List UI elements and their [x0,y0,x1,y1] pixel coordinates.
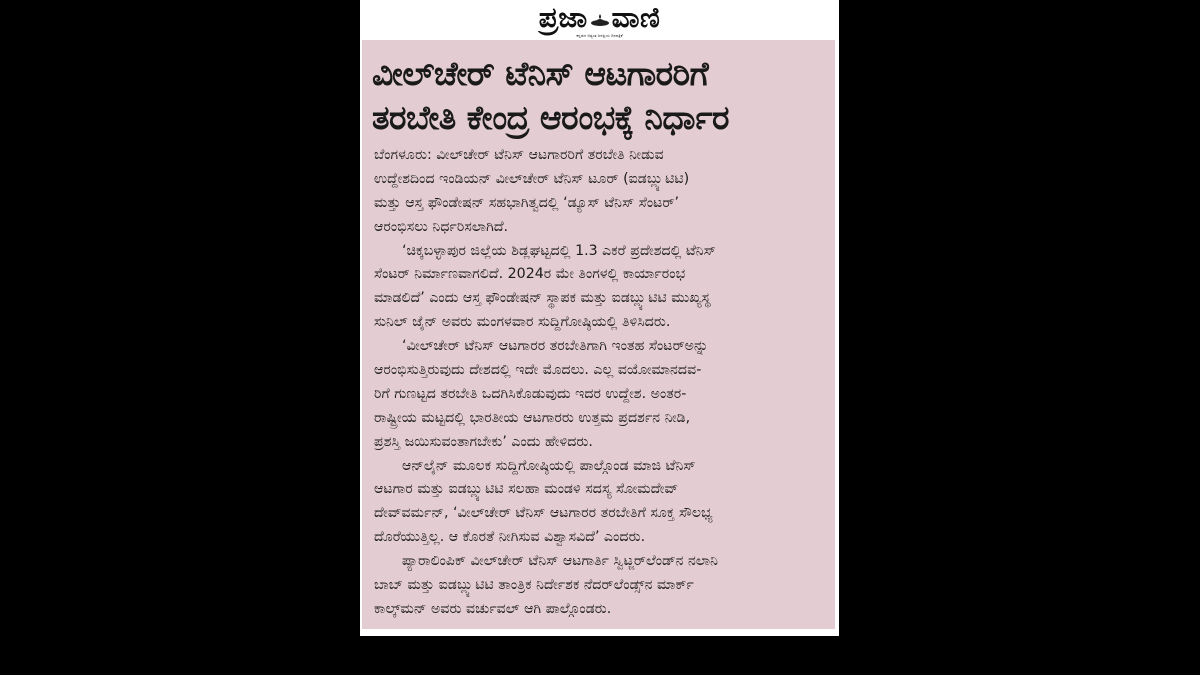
article-text-line: ಆನ್‌ಲೈನ್ ಮೂಲಕ ಸುದ್ದಿಗೋಷ್ಠಿಯಲ್ಲಿ ಪಾಲ್ಗೊಂಡ ಮಾಜಿ ಟೆನಿಸ್ [402,457,696,474]
logo-part-2: ವಾಣಿ [611,1,661,34]
article-text-line: ಕಾಲ್ಕ್‌ಮನ್ ಅವರು ವರ್ಚುವಲ್ ಆಗಿ ಪಾಲ್ಗೊಂಡರು. [374,600,612,617]
masthead-tagline: ಕನ್ನಡದ ಅತ್ಯಂತ ಜನಪ್ರಿಯ ದಿನಪತ್ರಿಕೆ [576,33,623,38]
article-headline [372,52,827,140]
article-text-line: ಪ್ರಶಸ್ತಿ ಜಯಿಸುವಂತಾಗಬೇಕು’ ಎಂದು ಹೇಳಿದರು. [374,433,593,450]
lamp-icon [590,13,610,27]
article-text-line: ಮತ್ತು ಆಸ್ತ ಫೌಂಡೇಷನ್ ಸಹಭಾಗಿತ್ವದಲ್ಲಿ ‘ಡ್ಯೂಸ್ ಟೆನಿಸ್ ಸೆಂಟರ್’ [374,194,679,211]
headline-line: ವೀಲ್‌ಚೇರ್ ಟೆನಿಸ್ ಆಟಗಾರರಿಗೆ [372,54,709,93]
article-text-line: ಆರಂಭಿಸುತ್ತಿರುವುದು ದೇಶದಲ್ಲಿ ಇದೇ ಮೊದಲು. ಎಲ್ಲ ವಯೋಮಾನದವ- [374,362,702,379]
article-text-line: ದೊರೆಯುತ್ತಿಲ್ಲ. ಆ ಕೊರತೆ ನೀಗಿಸುವ ವಿಶ್ವಾಸವಿದೆ’ ಎಂದರು. [374,529,646,546]
article-text-line: ‘ಚಿಕ್ಕಬಳ್ಳಾಪುರ ಜಿಲ್ಲೆಯ ಶಿಡ್ಲಘಟ್ಟದಲ್ಲಿ 1.3 ಎಕರೆ ಪ್ರದೇಶದಲ್ಲಿ ಟೆನಿಸ್ [402,242,716,259]
article-text-line: ರಾಷ್ಟ್ರೀಯ ಮಟ್ಟದಲ್ಲಿ ಭಾರತೀಯ ಆಟಗಾರರು ಉತ್ತಮ ಪ್ರದರ್ಶನ ನೀಡಿ, [374,409,691,426]
news-article [362,40,835,629]
article-text-line: ರಿಗೆ ಗುಣಟ್ಟದ ತರಬೇತಿ ಒದಗಿಸಿಕೊಡುವುದು ಇದರ ಉದ್ದೇಶ. ಅಂತರ- [374,385,687,402]
article-text-line: ಆರಂಭಿಸಲು ನಿರ್ಧರಿಸಲಾಗಿದೆ. [374,218,509,235]
article-text-line: ಆಟಗಾರ ಮತ್ತು ಐಡಬ್ಲ್ಯುಟಿಟಿ ಸಲಹಾ ಮಂಡಳಿ ಸದಸ್ಯ ಸೋಮದೇವ್ [374,481,679,498]
logo-part-1: ಪ್ರಜಾ [538,1,588,34]
newspaper-logo [360,0,839,36]
article-text-line: ಬಾಬ್ ಮತ್ತು ಐಡಬ್ಲ್ಯುಟಿಟಿ ತಾಂತ್ರಿಕ ನಿರ್ದೇಶಕ ನೆದರ್‌ಲೆಂಡ್ಸ್‌ನ ಮಾರ್ಕ್ [374,577,694,594]
headline-line: ತರಬೇತಿ ಕೇಂದ್ರ ಆರಂಭಕ್ಕೆ ನಿರ್ಧಾರ [372,98,729,137]
article-text-line: ಸುನಿಲ್ ಜೈನ್ ಅವರು ಮಂಗಳವಾರ ಸುದ್ದಿಗೋಷ್ಠಿಯಲ್ಲಿ ತಿಳಿಸಿದರು. [374,314,671,331]
newspaper-clipping [360,0,839,636]
masthead [360,0,839,40]
article-text-line: ದೇವ್‌ವರ್ಮನ್, ‘ವೀಲ್‌ಚೇರ್ ಟೆನಿಸ್ ಆಟಗಾರರ ತರಬೇತಿಗೆ ಸೂಕ್ತ ಸೌಲಭ್ಯ [374,505,713,522]
article-text-line: ಬೆಂಗಳೂರು: ವೀಲ್‌ಚೇರ್ ಟೆನಿಸ್ ಆಟಗಾರರಿಗೆ ತರಬೇತಿ ನೀಡುವ [374,147,664,163]
article-text-line: ಸೆಂಟರ್ ನಿರ್ಮಾಣವಾಗಲಿದೆ. 2024ರ ಮೇ ತಿಂಗಳಲ್ಲಿ ಕಾರ್ಯಾರಂಭ [374,266,686,283]
article-text-line: ಪ್ಯಾರಾಲಿಂಪಿಕ್ ವೀಲ್‌ಚೇರ್ ಟೆನಿಸ್ ಆಟಗಾರ್ತಿ ಸ್ವಿಟ್ಜರ್‌ಲೆಂಡ್‌ನ ನಲಾನಿ [402,553,719,570]
article-text-line: ‘ವೀಲ್‌ಚೇರ್ ಟೆನಿಸ್ ಆಟಗಾರರ ತರಬೇತಿಗಾಗಿ ಇಂತಹ ಸೆಂಟರ್‌ಅನ್ನು [402,338,709,355]
clipping-bottom-border [360,629,839,636]
article-body [374,144,826,622]
article-text-line: ಮಾಡಲಿದೆ’ ಎಂದು ಆಸ್ತ ಫೌಂಡೇಷನ್ ಸ್ಥಾಪಕ ಮತ್ತು ಐಡಬ್ಲ್ಯುಟಿಟಿ ಮುಖ್ಯಸ್ಥ [374,290,711,307]
article-text-line: ಉದ್ದೇಶದಿಂದ ಇಂಡಿಯನ್ ವೀಲ್‌ಚೇರ್ ಟೆನಿಸ್ ಟೂರ್ (ಐಡಬ್ಲ್ಯುಟಿಟಿ) [374,170,690,187]
